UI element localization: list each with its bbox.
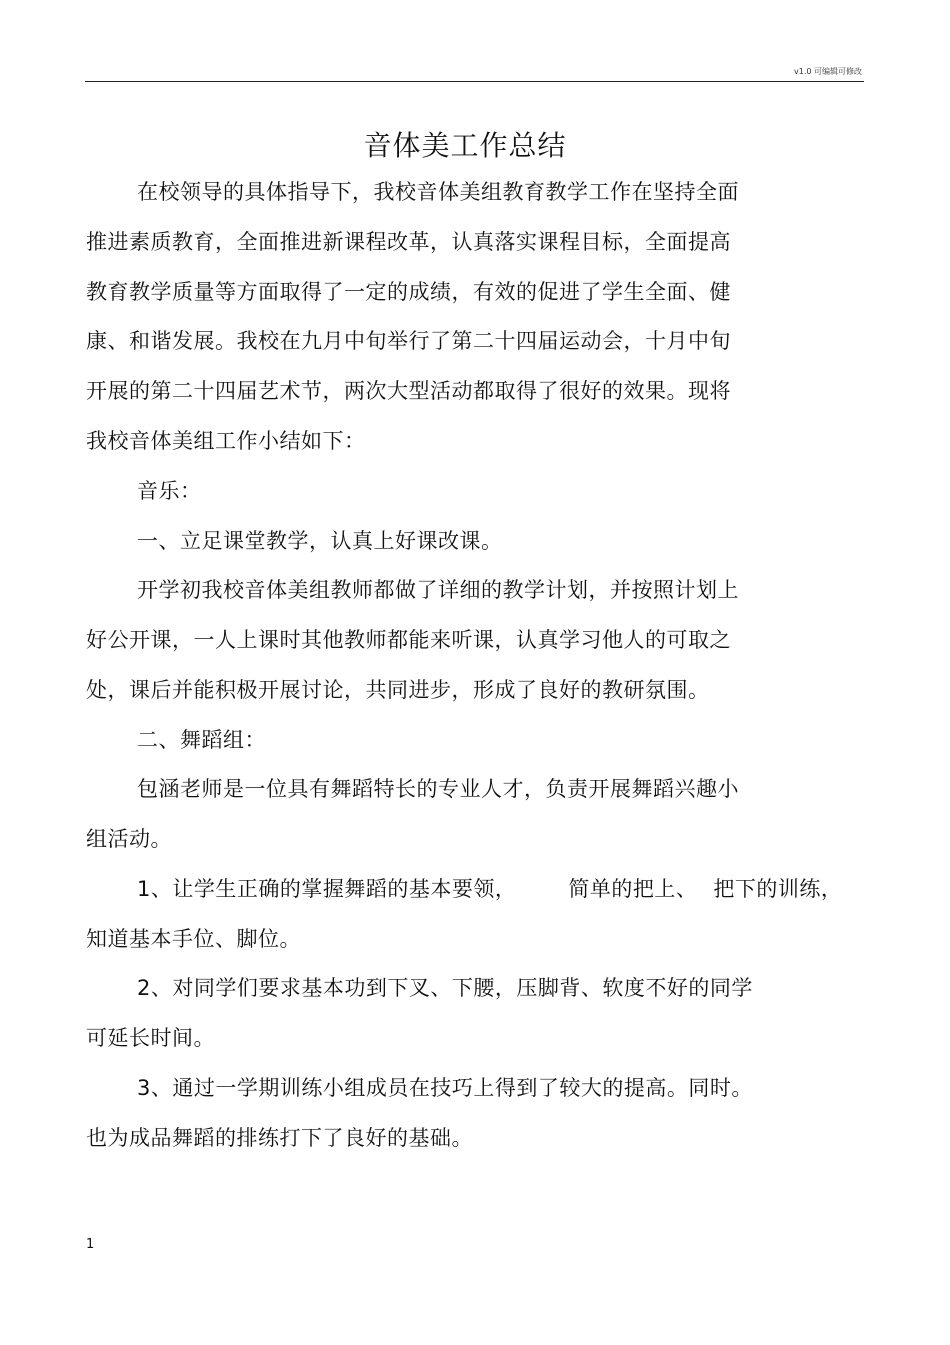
body-line: 推进素质教育，全面推进新课程改革，认真落实课程目标，全面提高 (86, 230, 731, 254)
header-version-note: v1.0 可编辑可修改 (794, 67, 862, 76)
section-heading-music: 音乐： (137, 479, 202, 503)
body-line: 我校音体美组工作小结如下： (86, 429, 366, 453)
body-line: 可延长时间。 (86, 1026, 215, 1050)
list-item-1-part-b: 简单的把上、 (568, 877, 698, 901)
body-line: 好公开课，一人上课时其他教师都能来听课，认真学习他人的可取之 (86, 628, 731, 652)
header-rule (85, 81, 864, 82)
body-line: 包涵老师是一位具有舞蹈特长的专业人才，负责开展舞蹈兴趣小 (137, 777, 739, 801)
list-item-3: 3、通过一学期训练小组成员在技巧上得到了较大的提高。同时。 (137, 1076, 753, 1100)
subsection-heading: 一、立足课堂教学，认真上好课改课。 (137, 529, 503, 553)
body-line: 在校领导的具体指导下，我校音体美组教育教学工作在坚持全面 (137, 180, 739, 204)
body-line: 教育教学质量等方面取得了一定的成绩，有效的促进了学生全面、健 (86, 280, 731, 304)
subsection-heading: 二、舞蹈组： (137, 728, 266, 752)
document-title: 音体美工作总结 (363, 129, 567, 162)
body-line: 也为成品舞蹈的排练打下了良好的基础。 (86, 1126, 473, 1150)
list-item-1-part-a: 1、让学生正确的掌握舞蹈的基本要领， (137, 877, 517, 901)
body-line: 知道基本手位、脚位。 (86, 927, 301, 951)
body-line: 处，课后并能积极开展讨论，共同进步，形成了良好的教研氛围。 (86, 678, 710, 702)
list-item-1 (137, 875, 842, 903)
body-line: 康、和谐发展。我校在九月中旬举行了第二十四届运动会，十月中旬 (86, 329, 731, 353)
body-line: 开展的第二十四届艺术节，两次大型活动都取得了很好的效果。现将 (86, 379, 731, 403)
list-item-1-part-c: 把下的训练， (713, 877, 843, 901)
page-number: 1 (86, 1237, 95, 1252)
body-line: 组活动。 (86, 827, 172, 851)
body-line: 开学初我校音体美组教师都做了详细的教学计划，并按照计划上 (137, 578, 739, 602)
list-item-2: 2、对同学们要求基本功到下叉、下腰，压脚背、软度不好的同学 (137, 976, 753, 1000)
